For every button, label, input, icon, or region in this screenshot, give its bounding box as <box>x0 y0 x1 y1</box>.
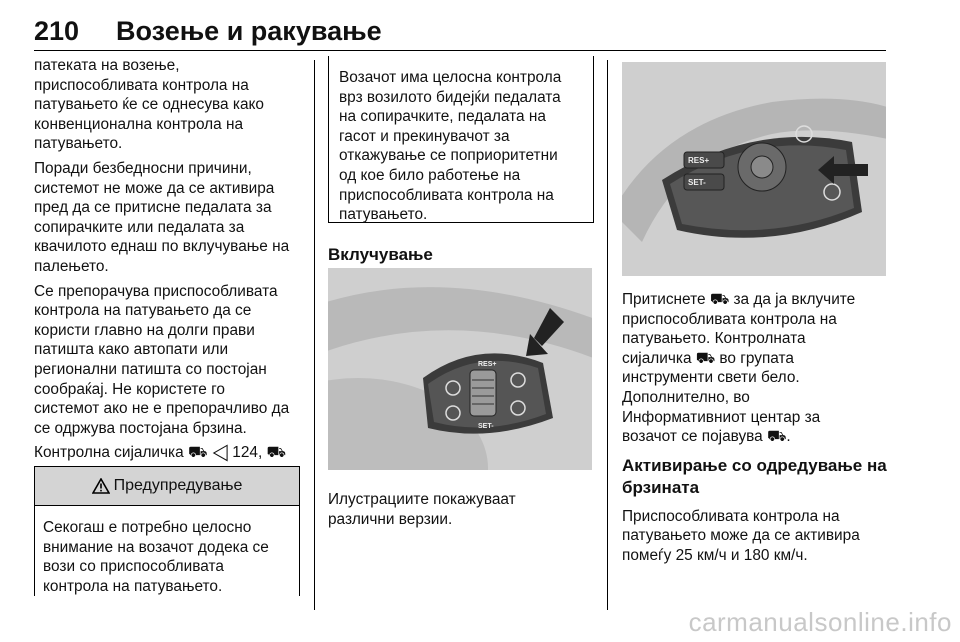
section-heading-activation: Вклучување <box>328 245 433 264</box>
column-3-text <box>622 290 890 571</box>
illustration-caption: Илустрациите покажуваат различни верзии. <box>328 491 516 528</box>
svg-text:RES+: RES+ <box>688 156 710 165</box>
warning-continuation-text: Возачот има целосна контрола врз возилото бидејќи педалата на сопирачките, педалата на гасот и прекинувачот за откажување се поприоритетни од кое било работење на приспособливата контрола на патувањето. <box>339 69 562 224</box>
column-1 <box>34 56 300 487</box>
paragraph: патеката на возење, приспособливата контрола на патувањето ќе се однесува како конвенционална контрола на патувањето. <box>34 57 264 153</box>
warning-title: Предупредување <box>113 477 243 494</box>
warning-box <box>34 466 300 596</box>
paragraph: Притиснете ⛟ за да ја вклучите приспособливата контрола на патувањето. Контролната сијаличка ⛟ во групата инструменти свети бело. Дополнително, во Информативниот центар за возачот се појавува ⛟. <box>622 291 856 446</box>
section-heading-speed: Активирање со одредување на брзината <box>622 455 887 497</box>
warning-text: Секогаш е потребно целосно внимание на возачот додека се вози со приспособливата контрола на патувањето. <box>43 519 269 595</box>
header-divider <box>34 50 886 51</box>
svg-text:SET-: SET- <box>688 178 706 187</box>
paragraph: Се препорачува приспособливата контрола на патувањето да се користи главно на долги прави патишта како автопати или регионални патишта со постојан сообраќај. Не користете го системот ако не е препорачливо да се одржува постојана брзина. <box>34 282 290 437</box>
page-number: 210 <box>34 16 80 46</box>
svg-text:RES+: RES+ <box>478 361 497 368</box>
paragraph: Приспособливата контрола на патувањето може да се активира помеѓу 25 км/ч и 180 км/ч. <box>622 507 860 564</box>
warning-header <box>35 466 299 506</box>
paragraph-indicator-refs: Контролна сијаличка ⛟ ◁ 124, ⛟ <box>34 444 286 462</box>
page-title: Возење и ракување <box>116 16 382 46</box>
steering-wheel-illustration-2 <box>622 62 886 276</box>
paragraph: Поради безбедносни причини, системот не може да се активира пред да се притисне педалата за сопирачките или педалата за квачилото еднаш по вклучување на палењето. <box>34 159 290 275</box>
steering-wheel-illustration-1 <box>328 268 592 470</box>
column-divider-1 <box>314 60 315 610</box>
watermark: carmanualsonline.info <box>688 607 952 637</box>
page-header <box>34 14 886 50</box>
svg-text:SET-: SET- <box>478 423 494 430</box>
column-divider-2 <box>607 60 608 610</box>
warning-continuation-box <box>328 56 594 223</box>
warning-triangle-icon <box>92 478 110 494</box>
